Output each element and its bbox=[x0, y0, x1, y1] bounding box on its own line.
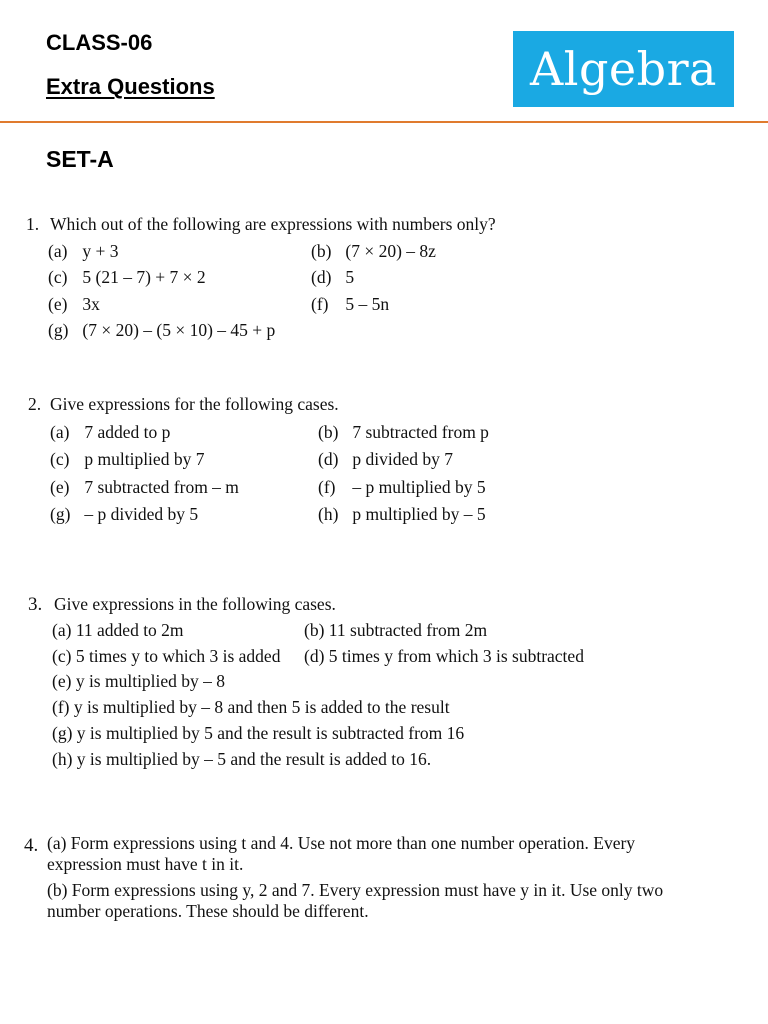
option-text: 5 times y from which 3 is subtracted bbox=[328, 645, 584, 666]
option-text: 5 bbox=[345, 267, 355, 287]
option bbox=[48, 264, 311, 291]
option-text: – p multiplied by 5 bbox=[352, 476, 486, 497]
option bbox=[48, 238, 311, 265]
option bbox=[318, 501, 538, 529]
options-grid bbox=[26, 238, 531, 344]
option-text: 7 subtracted from – m bbox=[84, 476, 239, 497]
option bbox=[318, 474, 538, 502]
option bbox=[52, 747, 604, 773]
option-text: (7 × 20) – (5 × 10) – 45 + p bbox=[82, 320, 276, 340]
option-text: y + 3 bbox=[82, 240, 119, 261]
divider bbox=[0, 121, 768, 123]
option-label: (c) bbox=[48, 267, 68, 287]
option bbox=[304, 618, 604, 644]
question-number: 3. bbox=[28, 594, 43, 615]
option-label: (b) bbox=[304, 619, 325, 640]
subtitle: Extra Questions bbox=[46, 74, 215, 99]
logo bbox=[513, 31, 734, 107]
option-text: (7 × 20) – 8z bbox=[345, 240, 436, 261]
question-stem: Which out of the following are expressions with numbers only? bbox=[50, 214, 496, 234]
option bbox=[304, 644, 604, 670]
option bbox=[48, 317, 311, 344]
option-label: (f) bbox=[318, 476, 336, 497]
option bbox=[50, 501, 318, 529]
question-part-b: (b) Form expressions using y, 2 and 7. Every expression must have y in it. Use only two number operations. These should be different. bbox=[47, 880, 664, 921]
option-text: y is multiplied by – 8 and then 5 is added to the result bbox=[73, 697, 450, 718]
option-text: y is multiplied by – 8 bbox=[75, 671, 226, 692]
question-number: 1. bbox=[26, 214, 40, 234]
option-label: (h) bbox=[52, 748, 73, 769]
option-label: (h) bbox=[318, 504, 339, 524]
option bbox=[52, 721, 604, 747]
option bbox=[50, 419, 318, 447]
option-text: 5 – 5n bbox=[345, 293, 390, 314]
option-text: y is multiplied by 5 and the result is subtracted from 16 bbox=[76, 722, 465, 743]
option-label: (a) bbox=[50, 421, 70, 442]
option-text: 7 subtracted from p bbox=[352, 421, 489, 442]
option-text: 7 added to p bbox=[84, 421, 171, 442]
option-label: (b) bbox=[318, 421, 339, 442]
option bbox=[50, 446, 318, 474]
logo-text: Algebra bbox=[530, 42, 717, 96]
option-label: (g) bbox=[48, 320, 69, 340]
question-number: 4. bbox=[24, 835, 39, 856]
option-text: 11 added to 2m bbox=[75, 619, 184, 640]
option-label: (g) bbox=[52, 722, 73, 743]
option bbox=[52, 695, 604, 721]
option-text: p divided by 7 bbox=[352, 449, 453, 469]
question-part-a: (a) Form expressions using t and 4. Use not more than one number operation. Every expression must have t in it. bbox=[47, 833, 636, 874]
option-label: (c) bbox=[50, 449, 70, 469]
option-label: (d) bbox=[311, 267, 332, 287]
option-text: p multiplied by 7 bbox=[84, 449, 205, 469]
question-2 bbox=[28, 391, 538, 529]
question-stem: Give expressions in the following cases. bbox=[54, 594, 336, 614]
option bbox=[50, 474, 318, 502]
option-label: (d) bbox=[304, 645, 325, 666]
option-label: (d) bbox=[318, 449, 339, 469]
question-number: 2. bbox=[28, 394, 42, 414]
option-label: (c) bbox=[52, 645, 72, 666]
option bbox=[311, 291, 531, 318]
option-label: (a) bbox=[52, 619, 72, 640]
option-text: 5 (21 – 7) + 7 × 2 bbox=[82, 267, 206, 287]
set-title: SET-A bbox=[46, 146, 114, 172]
option-label: (a) bbox=[48, 240, 68, 261]
option-label: (f) bbox=[311, 293, 329, 314]
question-stem: Give expressions for the following cases. bbox=[50, 394, 339, 414]
option bbox=[48, 291, 311, 318]
option-text: – p divided by 5 bbox=[84, 504, 199, 524]
option bbox=[52, 644, 304, 670]
option-label: (f) bbox=[52, 697, 70, 718]
option-text: p multiplied by – 5 bbox=[352, 504, 486, 524]
question-1 bbox=[26, 211, 531, 344]
class-title: CLASS-06 bbox=[46, 30, 153, 55]
option-text: 5 times y to which 3 is added bbox=[75, 645, 281, 666]
option bbox=[311, 264, 531, 291]
option-label: (e) bbox=[48, 293, 68, 314]
question-4 bbox=[24, 833, 664, 927]
option-label: (e) bbox=[52, 671, 72, 692]
option-label: (b) bbox=[311, 240, 332, 261]
options-grid bbox=[28, 618, 604, 773]
option-label: (g) bbox=[50, 504, 71, 524]
option bbox=[311, 238, 531, 265]
option-label: (e) bbox=[50, 476, 70, 497]
options-grid bbox=[28, 419, 538, 529]
option bbox=[318, 419, 538, 447]
option bbox=[52, 669, 604, 695]
option-text: 11 subtracted from 2m bbox=[328, 619, 488, 640]
option-text: 3x bbox=[82, 293, 100, 314]
option bbox=[52, 618, 304, 644]
option bbox=[318, 446, 538, 474]
question-3 bbox=[28, 592, 604, 773]
option-text: y is multiplied by – 5 and the result is added to 16. bbox=[76, 748, 432, 769]
